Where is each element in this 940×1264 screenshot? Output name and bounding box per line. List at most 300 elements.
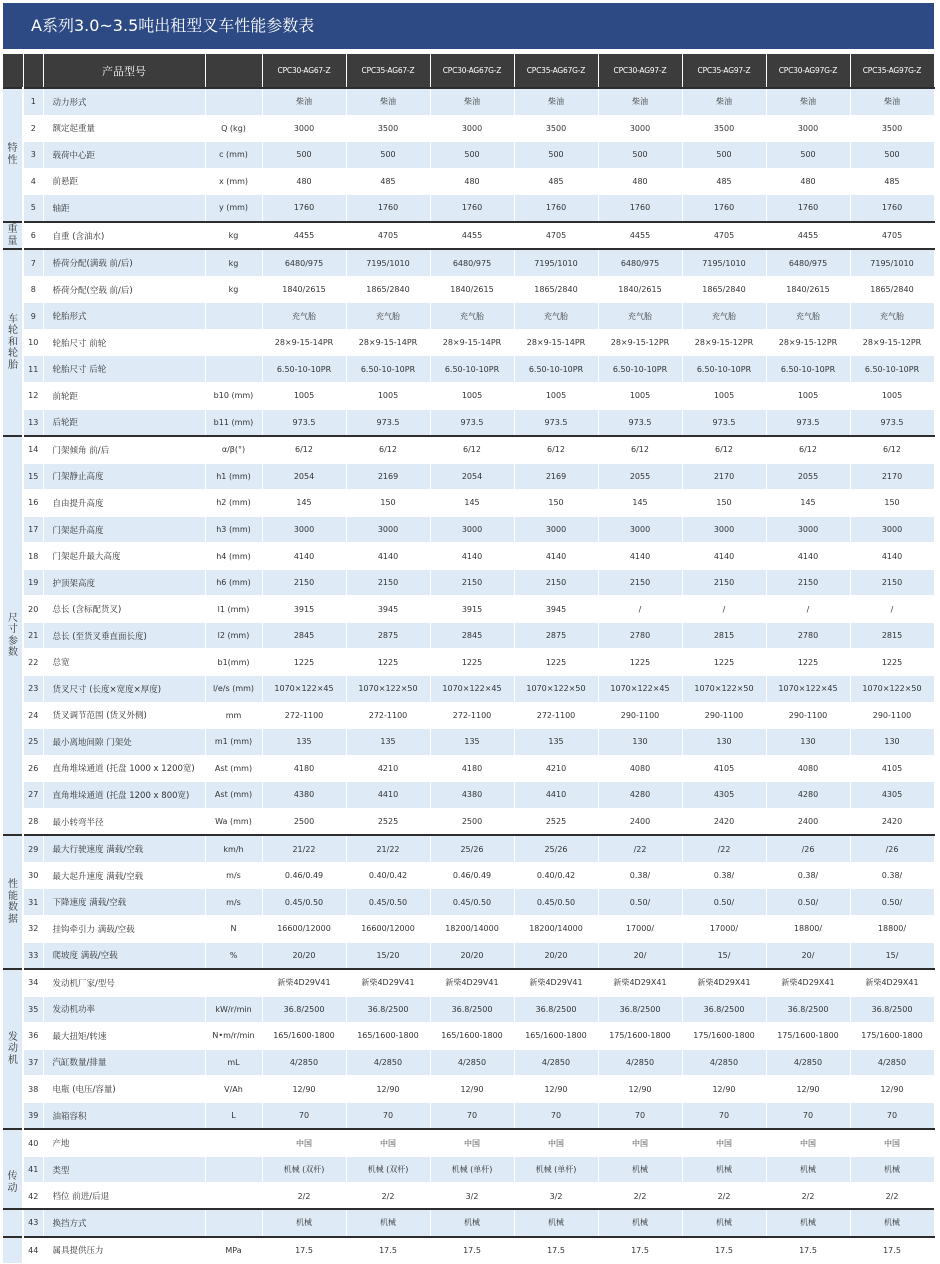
section-label: 尺寸参数 <box>3 436 23 835</box>
parameter-unit: kg <box>205 276 262 303</box>
value-cell: 28×9-15-14PR <box>514 329 598 356</box>
table-row <box>3 702 934 729</box>
value-cell: 12/90 <box>766 1076 850 1103</box>
value-cell: 4210 <box>346 755 430 782</box>
value-cell: 4/2850 <box>766 1049 850 1076</box>
value-cell: 7195/1010 <box>514 249 598 276</box>
value-cell: 4/2850 <box>598 1049 682 1076</box>
value-cell: 1070×122×50 <box>682 676 766 703</box>
value-cell: 1840/2615 <box>430 276 514 303</box>
parameter-name: 护顶架高度 <box>43 569 205 596</box>
value-cell: 机械 <box>346 1209 430 1236</box>
value-cell: 290-1100 <box>682 702 766 729</box>
value-cell: 485 <box>682 168 766 195</box>
row-number: 15 <box>23 463 43 490</box>
row-number: 43 <box>23 1209 43 1236</box>
row-number: 30 <box>23 862 43 889</box>
value-cell: 70 <box>598 1102 682 1129</box>
value-cell: / <box>850 596 934 623</box>
value-cell: 6.50-10-10PR <box>430 356 514 383</box>
value-cell: 150 <box>346 490 430 517</box>
value-cell: 4705 <box>514 222 598 250</box>
value-cell: 充气胎 <box>514 303 598 330</box>
value-cell: 4140 <box>430 543 514 570</box>
parameter-name: 换挡方式 <box>43 1209 205 1236</box>
value-cell: 2780 <box>766 622 850 649</box>
value-cell: 21/22 <box>346 835 430 862</box>
table-row <box>3 676 934 703</box>
value-cell: 2150 <box>850 569 934 596</box>
value-cell: 165/1600-1800 <box>430 1023 514 1050</box>
value-cell: 20/20 <box>514 942 598 969</box>
table-row <box>3 889 934 916</box>
parameter-unit: V/Ah <box>205 1076 262 1103</box>
table-row <box>3 622 934 649</box>
parameter-unit: y (mm) <box>205 195 262 222</box>
value-cell: 17000/ <box>682 915 766 942</box>
value-cell: 6.50-10-10PR <box>346 356 430 383</box>
row-number: 36 <box>23 1023 43 1050</box>
value-cell: 175/1600-1800 <box>682 1023 766 1050</box>
value-cell: 290-1100 <box>598 702 682 729</box>
parameter-unit: km/h <box>205 835 262 862</box>
value-cell: 1070×122×45 <box>766 676 850 703</box>
value-cell: 新柴4D29V41 <box>346 969 430 996</box>
parameter-name: 自重 (含油水) <box>43 222 205 250</box>
value-cell: 机械 (双杆) <box>262 1156 346 1183</box>
table-row <box>3 1209 934 1236</box>
value-cell: 4455 <box>598 222 682 250</box>
row-number: 44 <box>23 1237 43 1264</box>
value-cell: 1070×122×45 <box>262 676 346 703</box>
value-cell: 3500 <box>850 115 934 142</box>
value-cell: 973.5 <box>850 409 934 436</box>
table-row <box>3 463 934 490</box>
parameter-unit: Ast (mm) <box>205 755 262 782</box>
row-number: 20 <box>23 596 43 623</box>
parameter-unit: m/s <box>205 889 262 916</box>
value-cell: 17.5 <box>850 1237 934 1264</box>
value-cell: 2/2 <box>598 1183 682 1210</box>
value-cell: 70 <box>430 1102 514 1129</box>
table-row <box>3 490 934 517</box>
table-row <box>3 329 934 356</box>
row-number: 31 <box>23 889 43 916</box>
value-cell: 36.8/2500 <box>598 996 682 1023</box>
value-cell: 充气胎 <box>430 303 514 330</box>
value-cell: 3945 <box>346 596 430 623</box>
value-cell: 1865/2840 <box>850 276 934 303</box>
value-cell: 机械 (单杆) <box>514 1156 598 1183</box>
parameter-unit: x (mm) <box>205 168 262 195</box>
value-cell: 2815 <box>682 622 766 649</box>
value-cell: 2055 <box>766 463 850 490</box>
value-cell: 0.40/0.42 <box>514 862 598 889</box>
value-cell: 6480/975 <box>262 249 346 276</box>
value-cell: 柴油 <box>430 88 514 115</box>
value-cell: 0.40/0.42 <box>346 862 430 889</box>
parameter-name: 直角堆垛通道 (托盘 1200 x 800宽) <box>43 782 205 809</box>
value-cell: 485 <box>514 168 598 195</box>
value-cell: 500 <box>682 142 766 169</box>
value-cell: 4140 <box>598 543 682 570</box>
value-cell: 6.50-10-10PR <box>598 356 682 383</box>
value-cell: 1225 <box>346 649 430 676</box>
value-cell: 130 <box>598 729 682 756</box>
value-cell: 28×9-15-12PR <box>598 329 682 356</box>
value-cell: 3000 <box>766 115 850 142</box>
value-cell: 36.8/2500 <box>346 996 430 1023</box>
value-cell: 新柴4D29V41 <box>430 969 514 996</box>
parameter-name: 爬坡度 满载/空载 <box>43 942 205 969</box>
value-cell: 7195/1010 <box>850 249 934 276</box>
value-cell: 18200/14000 <box>430 915 514 942</box>
value-cell: 20/20 <box>262 942 346 969</box>
row-number: 39 <box>23 1102 43 1129</box>
value-cell: 4380 <box>262 782 346 809</box>
table-row <box>3 222 934 250</box>
value-cell: 7195/1010 <box>682 249 766 276</box>
value-cell: 3945 <box>514 596 598 623</box>
value-cell: 0.50/ <box>682 889 766 916</box>
row-number: 37 <box>23 1049 43 1076</box>
value-cell: 3000 <box>262 516 346 543</box>
row-number: 17 <box>23 516 43 543</box>
value-cell: 6/12 <box>262 436 346 463</box>
value-cell: 973.5 <box>598 409 682 436</box>
value-cell: 16600/12000 <box>262 915 346 942</box>
value-cell: 柴油 <box>598 88 682 115</box>
value-cell: 2780 <box>598 622 682 649</box>
section-label: 性能数据 <box>3 835 23 969</box>
value-cell: 130 <box>682 729 766 756</box>
value-cell: 1005 <box>346 383 430 410</box>
table-row <box>3 569 934 596</box>
value-cell: 2845 <box>262 622 346 649</box>
value-cell: 36.8/2500 <box>766 996 850 1023</box>
row-number: 18 <box>23 543 43 570</box>
value-cell: 1225 <box>682 649 766 676</box>
value-cell: 3000 <box>514 516 598 543</box>
value-cell: / <box>598 596 682 623</box>
value-cell: 21/22 <box>262 835 346 862</box>
value-cell: 1005 <box>262 383 346 410</box>
value-cell: 2170 <box>850 463 934 490</box>
value-cell: 36.8/2500 <box>430 996 514 1023</box>
row-number: 34 <box>23 969 43 996</box>
value-cell: 2500 <box>430 808 514 835</box>
value-cell: 16600/12000 <box>346 915 430 942</box>
value-cell: 3000 <box>598 516 682 543</box>
parameter-name: 发动机厂家/型号 <box>43 969 205 996</box>
value-cell: 6480/975 <box>598 249 682 276</box>
spec-table <box>3 54 935 1264</box>
value-cell: 充气胎 <box>262 303 346 330</box>
value-cell: 2/2 <box>682 1183 766 1210</box>
value-cell: 135 <box>346 729 430 756</box>
row-number: 1 <box>23 88 43 115</box>
value-cell: 4/2850 <box>262 1049 346 1076</box>
value-cell: 0.38/ <box>682 862 766 889</box>
value-cell: 500 <box>850 142 934 169</box>
value-cell: 28×9-15-14PR <box>430 329 514 356</box>
value-cell: 柴油 <box>682 88 766 115</box>
row-number: 32 <box>23 915 43 942</box>
row-number: 27 <box>23 782 43 809</box>
value-cell: 6/12 <box>430 436 514 463</box>
value-cell: 3000 <box>682 516 766 543</box>
value-cell: 500 <box>766 142 850 169</box>
value-cell: 1070×122×50 <box>346 676 430 703</box>
value-cell: 机械 <box>850 1209 934 1236</box>
parameter-name: 最大行驶速度 满载/空载 <box>43 835 205 862</box>
value-cell: 机械 <box>850 1156 934 1183</box>
section-label: 车轮和轮胎 <box>3 249 23 436</box>
parameter-name: 最小转弯半径 <box>43 808 205 835</box>
parameter-unit: % <box>205 942 262 969</box>
parameter-unit <box>205 356 262 383</box>
value-cell: 17.5 <box>514 1237 598 1264</box>
parameter-unit: kg <box>205 222 262 250</box>
value-cell: 500 <box>346 142 430 169</box>
row-number: 13 <box>23 409 43 436</box>
value-cell: 1840/2615 <box>262 276 346 303</box>
value-cell: 中国 <box>262 1129 346 1156</box>
value-cell: 柴油 <box>850 88 934 115</box>
value-cell: 1005 <box>682 383 766 410</box>
value-cell: 0.38/ <box>598 862 682 889</box>
value-cell: 3000 <box>850 516 934 543</box>
value-cell: 4/2850 <box>682 1049 766 1076</box>
value-cell: 4280 <box>598 782 682 809</box>
spec-table-body <box>3 88 934 1264</box>
value-cell: 28×9-15-14PR <box>262 329 346 356</box>
parameter-unit: h3 (mm) <box>205 516 262 543</box>
parameter-name: 货叉调节范围 (货叉外侧) <box>43 702 205 729</box>
value-cell: 165/1600-1800 <box>262 1023 346 1050</box>
value-cell: 机械 <box>430 1209 514 1236</box>
value-cell: 机械 <box>598 1209 682 1236</box>
parameter-name: 动力形式 <box>43 88 205 115</box>
value-cell: 3000 <box>598 115 682 142</box>
parameter-name: 桥荷分配(空载 前/后) <box>43 276 205 303</box>
parameter-name: 挂钩牵引力 满载/空载 <box>43 915 205 942</box>
value-cell: 中国 <box>598 1129 682 1156</box>
model-header: CPC35-AG67-Z <box>346 54 430 88</box>
table-row <box>3 142 934 169</box>
value-cell: 2400 <box>766 808 850 835</box>
value-cell: 充气胎 <box>850 303 934 330</box>
model-header: CPC30-AG97-Z <box>598 54 682 88</box>
value-cell: 4080 <box>766 755 850 782</box>
parameter-unit: l1 (mm) <box>205 596 262 623</box>
value-cell: 973.5 <box>682 409 766 436</box>
value-cell: 1760 <box>598 195 682 222</box>
table-row <box>3 942 934 969</box>
parameter-unit: Q (kg) <box>205 115 262 142</box>
table-row <box>3 969 934 996</box>
value-cell: 1225 <box>262 649 346 676</box>
parameter-name: 轴距 <box>43 195 205 222</box>
value-cell: 2500 <box>262 808 346 835</box>
value-cell: 2815 <box>850 622 934 649</box>
value-cell: 4080 <box>598 755 682 782</box>
value-cell: 1760 <box>850 195 934 222</box>
value-cell: 290-1100 <box>766 702 850 729</box>
table-row <box>3 1156 934 1183</box>
table-row <box>3 195 934 222</box>
value-cell: 3000 <box>430 516 514 543</box>
value-cell: 2875 <box>346 622 430 649</box>
value-cell: 1070×122×45 <box>430 676 514 703</box>
value-cell: 2/2 <box>766 1183 850 1210</box>
value-cell: 充气胎 <box>598 303 682 330</box>
value-cell: 500 <box>514 142 598 169</box>
table-row <box>3 729 934 756</box>
value-cell: 28×9-15-12PR <box>766 329 850 356</box>
parameter-unit <box>205 303 262 330</box>
value-cell: 130 <box>766 729 850 756</box>
value-cell: 1070×122×50 <box>850 676 934 703</box>
parameter-name: 额定起重量 <box>43 115 205 142</box>
parameter-unit: MPa <box>205 1237 262 1264</box>
value-cell: 2420 <box>682 808 766 835</box>
value-cell: 272-1100 <box>346 702 430 729</box>
value-cell: 150 <box>514 490 598 517</box>
value-cell: 新柴4D29X41 <box>682 969 766 996</box>
value-cell: 130 <box>850 729 934 756</box>
value-cell: / <box>766 596 850 623</box>
section-label: 发动机 <box>3 969 23 1129</box>
value-cell: 新柴4D29X41 <box>850 969 934 996</box>
parameter-name: 最大起升速度 满载/空载 <box>43 862 205 889</box>
parameter-unit: Wa (mm) <box>205 808 262 835</box>
value-cell: 135 <box>430 729 514 756</box>
parameter-unit <box>205 1209 262 1236</box>
value-cell: 36.8/2500 <box>262 996 346 1023</box>
value-cell: 机械 <box>514 1209 598 1236</box>
value-cell: 485 <box>346 168 430 195</box>
parameter-unit: h2 (mm) <box>205 490 262 517</box>
value-cell: 4705 <box>682 222 766 250</box>
table-row <box>3 115 934 142</box>
parameter-name: 轮胎形式 <box>43 303 205 330</box>
parameter-name: 前悬距 <box>43 168 205 195</box>
value-cell: 150 <box>850 490 934 517</box>
parameter-name: 直角堆垛通道 (托盘 1000 x 1200宽) <box>43 755 205 782</box>
table-row <box>3 1049 934 1076</box>
value-cell: 6.50-10-10PR <box>682 356 766 383</box>
value-cell: 0.46/0.49 <box>430 862 514 889</box>
value-cell: 机械 (单杆) <box>430 1156 514 1183</box>
value-cell: 机械 (双杆) <box>346 1156 430 1183</box>
parameter-unit: L <box>205 1102 262 1129</box>
value-cell: 4210 <box>514 755 598 782</box>
value-cell: 165/1600-1800 <box>346 1023 430 1050</box>
row-number: 4 <box>23 168 43 195</box>
value-cell: 2169 <box>514 463 598 490</box>
value-cell: 3500 <box>514 115 598 142</box>
row-number: 7 <box>23 249 43 276</box>
parameter-unit: l2 (mm) <box>205 622 262 649</box>
value-cell: 18800/ <box>766 915 850 942</box>
value-cell: 1225 <box>514 649 598 676</box>
row-number: 38 <box>23 1076 43 1103</box>
row-number: 29 <box>23 835 43 862</box>
value-cell: 0.50/ <box>598 889 682 916</box>
value-cell: 3000 <box>430 115 514 142</box>
value-cell: 2525 <box>514 808 598 835</box>
value-cell: 20/20 <box>430 942 514 969</box>
value-cell: 500 <box>598 142 682 169</box>
value-cell: 2170 <box>682 463 766 490</box>
value-cell: 500 <box>262 142 346 169</box>
value-cell: 4455 <box>262 222 346 250</box>
value-cell: 4140 <box>346 543 430 570</box>
value-cell: 机械 <box>766 1156 850 1183</box>
value-cell: 3000 <box>766 516 850 543</box>
value-cell: 4380 <box>430 782 514 809</box>
value-cell: 135 <box>514 729 598 756</box>
value-cell: 新柴4D29V41 <box>262 969 346 996</box>
value-cell: 480 <box>262 168 346 195</box>
value-cell: 145 <box>598 490 682 517</box>
value-cell: 1070×122×50 <box>514 676 598 703</box>
table-row <box>3 596 934 623</box>
value-cell: 6.50-10-10PR <box>850 356 934 383</box>
parameter-name: 自由提升高度 <box>43 490 205 517</box>
value-cell: 2/2 <box>262 1183 346 1210</box>
value-cell: 18800/ <box>850 915 934 942</box>
value-cell: 中国 <box>514 1129 598 1156</box>
row-number: 28 <box>23 808 43 835</box>
value-cell: 17000/ <box>598 915 682 942</box>
value-cell: 20/ <box>766 942 850 969</box>
value-cell: 3000 <box>262 115 346 142</box>
value-cell: 1840/2615 <box>598 276 682 303</box>
parameter-unit: c (mm) <box>205 142 262 169</box>
value-cell: 0.38/ <box>850 862 934 889</box>
value-cell: 6/12 <box>598 436 682 463</box>
value-cell: 1005 <box>430 383 514 410</box>
value-cell: 2525 <box>346 808 430 835</box>
value-cell: 28×9-15-14PR <box>346 329 430 356</box>
product-model-header: 产品型号 <box>43 54 205 88</box>
value-cell: 4140 <box>262 543 346 570</box>
parameter-name: 门架起升最大高度 <box>43 543 205 570</box>
value-cell: 6.50-10-10PR <box>514 356 598 383</box>
parameter-unit: kg <box>205 249 262 276</box>
value-cell: 2400 <box>598 808 682 835</box>
value-cell: 4140 <box>766 543 850 570</box>
value-cell: 6480/975 <box>430 249 514 276</box>
value-cell: 1865/2840 <box>514 276 598 303</box>
value-cell: /22 <box>682 835 766 862</box>
parameter-unit: mm <box>205 702 262 729</box>
table-row <box>3 516 934 543</box>
value-cell: 1225 <box>850 649 934 676</box>
value-cell: 25/26 <box>514 835 598 862</box>
parameter-unit <box>205 1156 262 1183</box>
value-cell: 2/2 <box>346 1183 430 1210</box>
value-cell: 1840/2615 <box>766 276 850 303</box>
value-cell: 28×9-15-12PR <box>682 329 766 356</box>
value-cell: 70 <box>514 1102 598 1129</box>
parameter-name: 后轮距 <box>43 409 205 436</box>
value-cell: 1005 <box>514 383 598 410</box>
parameter-name: 油箱容积 <box>43 1102 205 1129</box>
value-cell: 0.50/ <box>850 889 934 916</box>
